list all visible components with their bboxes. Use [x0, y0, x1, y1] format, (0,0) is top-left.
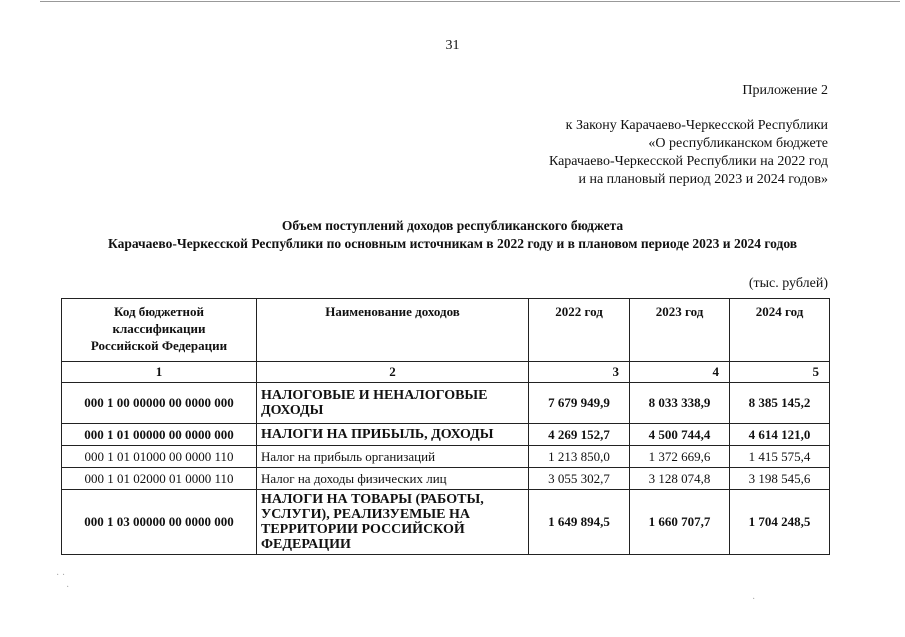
law-reference-line: «О республиканском бюджете: [648, 136, 828, 151]
row-value-2024: 3 198 545,6: [730, 468, 830, 490]
column-number-row: [62, 362, 830, 383]
document-title: [0, 217, 905, 253]
top-scan-edge: [40, 1, 900, 2]
row-value-2022: 1 213 850,0: [529, 446, 630, 468]
scan-speck: ·: [66, 582, 70, 593]
header-code: Код бюджетной классификации Российской Федерации: [62, 299, 257, 362]
row-code: 000 1 00 00000 00 0000 000: [62, 383, 257, 424]
row-value-2022: 1 649 894,5: [529, 490, 630, 555]
table-row: [62, 468, 830, 490]
law-reference-line: к Закону Карачаево-Черкесской Республики: [565, 118, 828, 133]
row-value-2023: 1 660 707,7: [630, 490, 730, 555]
column-number: 4: [630, 362, 730, 383]
row-code: 000 1 01 00000 00 0000 000: [62, 424, 257, 446]
row-value-2024: 1 415 575,4: [730, 446, 830, 468]
header-name: Наименование доходов: [257, 299, 529, 362]
scan-speck: ·: [752, 594, 756, 605]
title-line: Объем поступлений доходов республиканского бюджета: [281, 218, 624, 233]
row-value-2022: 4 269 152,7: [529, 424, 630, 446]
row-code: 000 1 01 01000 00 0000 110: [62, 446, 257, 468]
row-name: НАЛОГИ НА ТОВАРЫ (РАБОТЫ, УСЛУГИ), РЕАЛИЗУЕМЫЕ НА ТЕРРИТОРИИ РОССИЙСКОЙ ФЕДЕРАЦИИ: [257, 490, 529, 555]
title-line: Карачаево-Черкесской Республики по основным источникам в 2022 году и в плановом периоде 2023 и 2024 годов: [107, 236, 798, 251]
row-value-2023: 3 128 074,8: [630, 468, 730, 490]
column-number: 1: [62, 362, 257, 383]
revenue-table: [61, 298, 830, 555]
row-value-2024: 1 704 248,5: [730, 490, 830, 555]
table-row: [62, 446, 830, 468]
table-row: [62, 424, 830, 446]
header-2023: 2023 год: [630, 299, 730, 362]
scan-speck: · ·: [56, 570, 66, 581]
row-value-2022: 7 679 949,9: [529, 383, 630, 424]
row-code: 000 1 01 02000 01 0000 110: [62, 468, 257, 490]
units-label: (тыс. рублей): [748, 276, 828, 291]
column-number: 5: [730, 362, 830, 383]
row-value-2023: 8 033 338,9: [630, 383, 730, 424]
row-value-2023: 1 372 669,6: [630, 446, 730, 468]
row-code: 000 1 03 00000 00 0000 000: [62, 490, 257, 555]
header-2024: 2024 год: [730, 299, 830, 362]
table-row: [62, 383, 830, 424]
header-2022: 2022 год: [529, 299, 630, 362]
row-name: НАЛОГОВЫЕ И НЕНАЛОГОВЫЕ ДОХОДЫ: [257, 383, 529, 424]
law-reference-line: Карачаево-Черкесской Республики на 2022 год: [548, 154, 828, 169]
row-value-2023: 4 500 744,4: [630, 424, 730, 446]
column-number: 3: [529, 362, 630, 383]
column-number: 2: [257, 362, 529, 383]
row-value-2022: 3 055 302,7: [529, 468, 630, 490]
row-value-2024: 8 385 145,2: [730, 383, 830, 424]
page-number: 31: [445, 38, 460, 53]
table-header-row: [62, 299, 830, 362]
row-name: НАЛОГИ НА ПРИБЫЛЬ, ДОХОДЫ: [257, 424, 529, 446]
row-name: Налог на прибыль организаций: [257, 446, 529, 468]
table-row: [62, 490, 830, 555]
law-reference: [549, 117, 828, 189]
row-value-2024: 4 614 121,0: [730, 424, 830, 446]
appendix-label: Приложение 2: [742, 83, 828, 98]
law-reference-line: и на плановый период 2023 и 2024 годов»: [578, 172, 828, 187]
row-name: Налог на доходы физических лиц: [257, 468, 529, 490]
